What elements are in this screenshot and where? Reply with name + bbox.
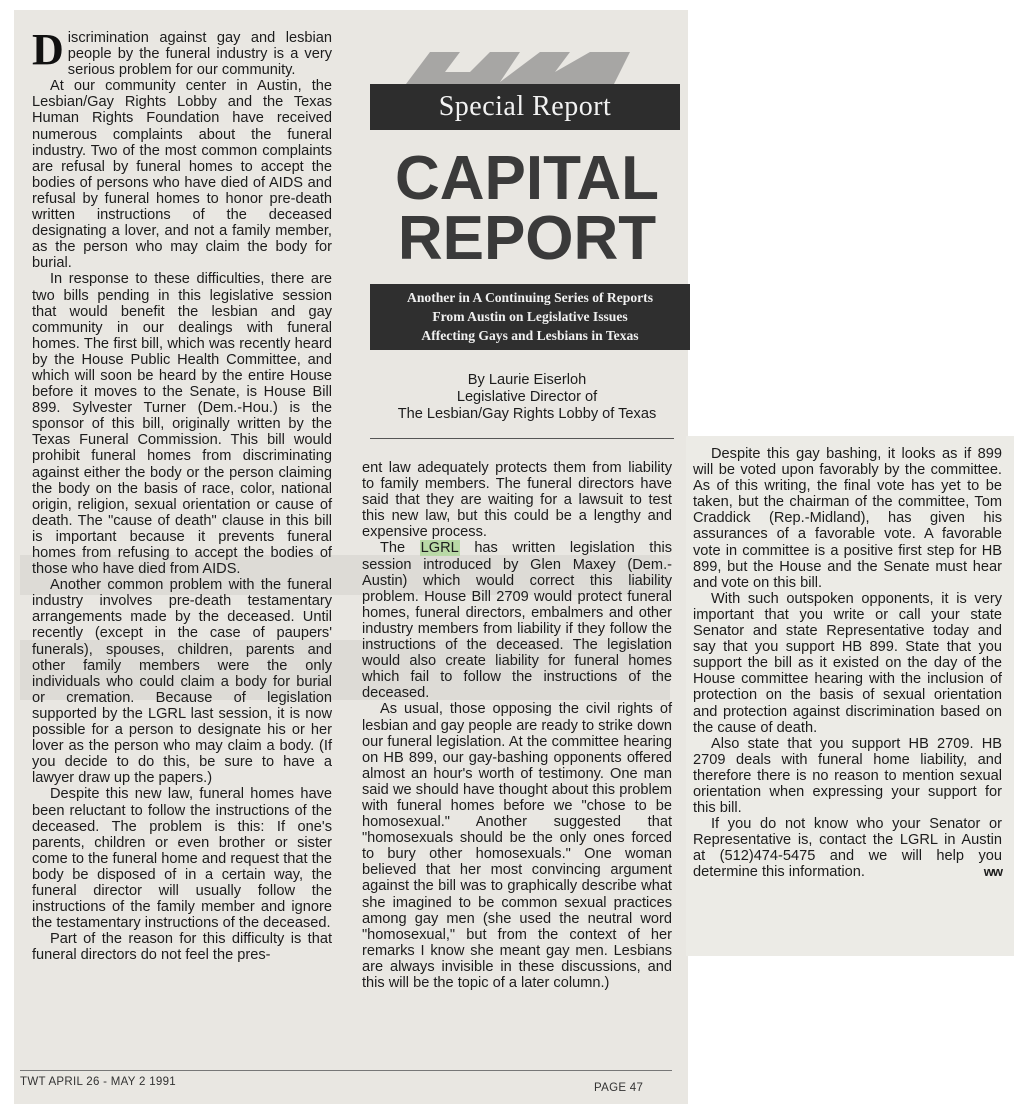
article-paragraph: ent law adequately protects them from liability to family members. The funeral directors have said that they are waiting for a lawsuit to test this new law, but this could be a lengthy and expensive process. bbox=[362, 460, 672, 541]
byline-author: By Laurie Eiserloh bbox=[467, 372, 587, 388]
header-divider bbox=[370, 438, 674, 439]
article-column-2 bbox=[362, 460, 672, 991]
article-paragraph: Despite this gay bashing, it looks as if 899 will be voted upon favorably by the committee. As of this writing, the final vote has yet to be taken, but the chairman of the committee, Tom Craddick (Rep.-Midland), has given his assurances of a favorable vote. A favorable vote in committee is a positive first step for HB 899, but the House and the Senate must hear and vote on this bill. bbox=[693, 446, 1002, 591]
article-paragraph: In response to these difficulties, there are two bills pending in this legislative session that would benefit the lesbian and gay community in our dealings with funeral homes. The first bill, which was recently heard by the House Public Health Committee, and which will soon be heard by the entire House before it moves to the Senate, is House Bill 899. Sylvester Turner (Dem.-Hou.) is the sponsor of this bill, originally written by the Texas Funeral Commission. This bill would prohibit funeral homes from discriminating against either the body or the person claiming the body on the basis of race, color, national origin, religion, sexual orientation or cause of death. The "cause of death" clause in this bill is important because it prevents funeral homes from refusing to accept the bodies of those who have died from AIDS. bbox=[32, 271, 332, 578]
article-column-3 bbox=[693, 446, 1002, 881]
drop-cap: D bbox=[32, 25, 64, 74]
series-subtitle bbox=[370, 284, 690, 350]
highlighted-lgrl: LGRL bbox=[420, 540, 459, 557]
article-column-1 bbox=[32, 25, 332, 964]
issue-date: TWT APRIL 26 - MAY 2 1991 bbox=[20, 1076, 177, 1088]
byline bbox=[370, 372, 684, 423]
page-number: PAGE 47 bbox=[594, 1082, 644, 1094]
article-paragraph: Despite this new law, funeral homes have been reluctant to follow the instructions of the deceased. The problem is this: If one's parents, children or even brother or sister come to the funeral home and request that the body be disposed of in a certain way, the funeral director will usually follow the instructions of the family member and ignore the testamentary instructions of the deceased. bbox=[32, 786, 332, 932]
article-paragraph: At our community center in Austin, the Lesbian/Gay Rights Lobby and the Texas Human Rights Foundation have received numerous complaints about the funeral industry. Two of the most common complaints are refusal by funeral homes to accept the bodies of persons who have died of AIDS and refusal by funeral homes to honor pre-death written instructions of the deceased designating a lover, and not a family member, as the person who may claim the body for burial. bbox=[32, 78, 332, 272]
subtitle-line: From Austin on Legislative Issues bbox=[432, 309, 628, 324]
footer-divider bbox=[20, 1070, 672, 1071]
article-paragraph: Also state that you support HB 2709. HB 2709 deals with funeral home liability, and therefore there is no reason to mention sexual orientation when expressing your support for this bill. bbox=[693, 735, 1002, 817]
subtitle-line: Affecting Gays and Lesbians in Texas bbox=[421, 328, 639, 343]
article-paragraph: Discrimination against gay and lesbian people by the funeral industry is a very serious problem for our community. bbox=[32, 25, 332, 79]
capital-title: CAPITAL bbox=[394, 144, 660, 213]
byline-org: The Lesbian/Gay Rights Lobby of Texas bbox=[397, 406, 657, 422]
special-report-header bbox=[370, 36, 684, 456]
article-paragraph: Part of the reason for this difficulty is that funeral directors do not feel the pres- bbox=[32, 931, 332, 964]
article-paragraph: Another common problem with the funeral industry involves pre-death testamentary arrangements made by the deceased. Until recently (except in the case of paupers' funerals), spouses, children, parents and other family members were the only individuals who could claim a body for burial or cremation. Because of legislation supported by the LGRL last session, it is now possible for a person to designate his or her lover as the person who may claim a body. (If you decide to do this, be sure to have a lawyer draw up the papers.) bbox=[32, 577, 332, 787]
report-title: REPORT bbox=[397, 204, 657, 273]
subtitle-line: Another in A Continuing Series of Reports bbox=[407, 290, 653, 305]
end-mark-icon: ww bbox=[983, 864, 1002, 880]
article-paragraph: As usual, those opposing the civil rights of lesbian and gay people are ready to strike down our funeral legislation. At the committee hearing on HB 899, our gay-bashing opponents offered almost an hour's worth of testimony. One man said we should have thought about this problem with funeral homes before we "chose to be homosexual." Another suggested that "homosexuals should be the only ones forced to bury other homosexuals." One woman believed that her most convincing argument against the bill was to graphically describe what she imagined to be common sexual practices among gay men (she used the neutral word "homosexual," but from the context of her remarks I know she meant gay men. Lesbians are always invisible in these discussions, and this will be the topic of a later column.) bbox=[362, 701, 672, 991]
byline-role: Legislative Director of bbox=[456, 389, 598, 405]
article-paragraph: With such outspoken opponents, it is very important that you write or call your state Senator and state Representative today and say that you support HB 899. State that you support the bill as it existed on the day of the House committee hearing with the inclusion of protection on the basis of sexual orientation and protection against discrimination based on the cause of death. bbox=[693, 590, 1002, 736]
article-paragraph: If you do not know who your Senator or Representative is, contact the LGRL in Austin at (512)474-5475 and we will help you determine this information. ww bbox=[693, 816, 1002, 881]
banner-text: Special Report bbox=[438, 91, 612, 122]
special-report-banner bbox=[370, 84, 680, 130]
article-paragraph: The LGRL has written legislation this session introduced by Glen Maxey (Dem.-Austin) which would correct this liability problem. House Bill 2709 would protect funeral homes, funeral directors, embalmers and other industry members from liability if they follow the instructions of the deceased. The legislation would also create liability for funeral homes which fail to follow the instructions of the deceased. bbox=[362, 540, 673, 702]
